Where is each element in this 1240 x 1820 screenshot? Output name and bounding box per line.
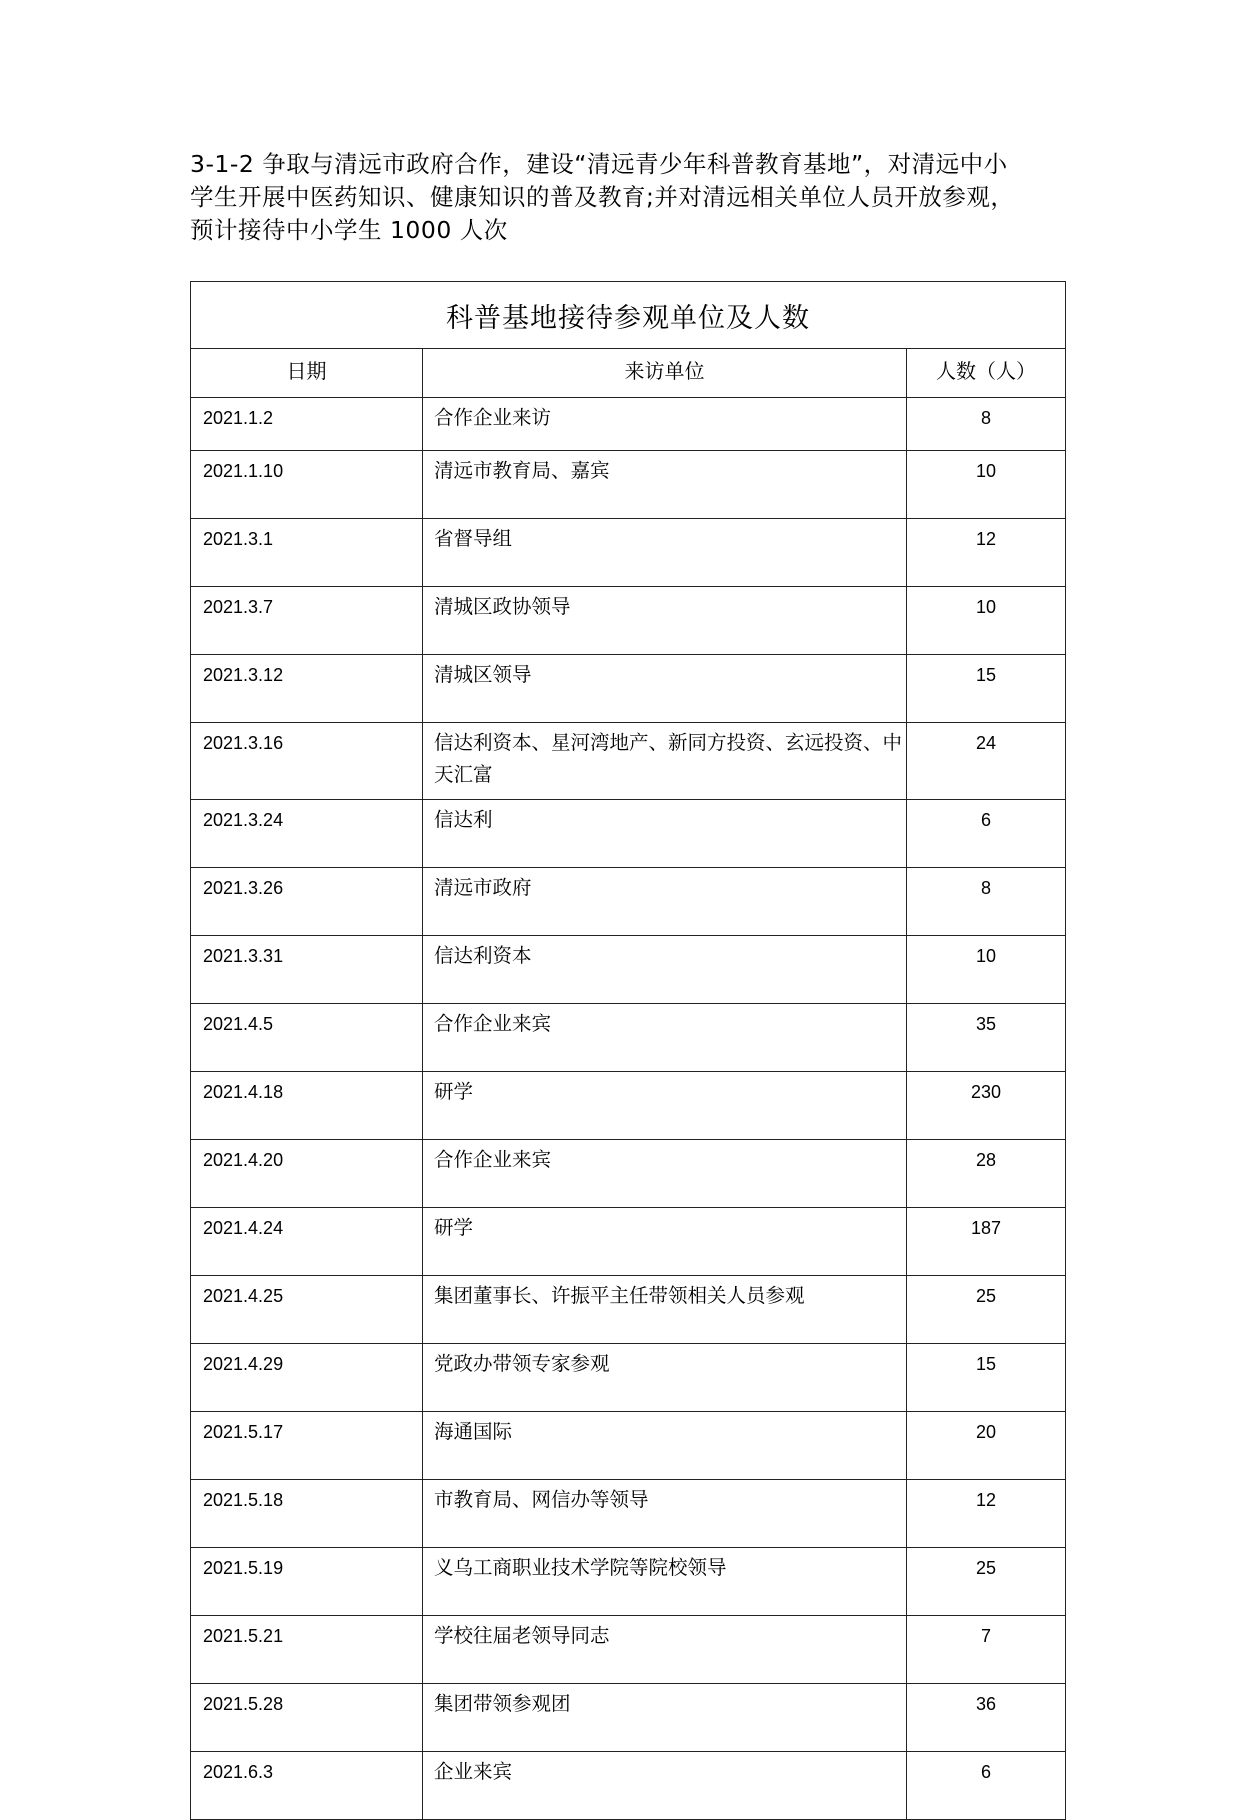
- date-cell: 2021.4.5: [191, 1004, 423, 1072]
- table-row: [191, 1548, 1066, 1616]
- date-cell: 2021.6.3: [191, 1752, 423, 1820]
- count-cell: 24: [907, 723, 1066, 800]
- date-cell: 2021.1.10: [191, 451, 423, 519]
- table-row: [191, 723, 1066, 800]
- date-cell: 2021.4.24: [191, 1208, 423, 1276]
- table-row: [191, 398, 1066, 451]
- table-row: [191, 868, 1066, 936]
- unit-cell: 研学: [423, 1208, 907, 1276]
- table-row: [191, 1072, 1066, 1140]
- unit-cell: 合作企业来宾: [423, 1140, 907, 1208]
- count-cell: 6: [907, 1752, 1066, 1820]
- unit-cell: 学校往届老领导同志: [423, 1616, 907, 1684]
- intro-line: 预计接待中小学生 1000 人次: [190, 216, 508, 244]
- table-title: 科普基地接待参观单位及人数: [191, 282, 1066, 349]
- intro-line: 学生开展中医药知识、健康知识的普及教育;并对清远相关单位人员开放参观，: [190, 183, 1015, 211]
- intro-line: 3-1-2 争取与清远市政府合作，建设“清远青少年科普教育基地”，对清远中小: [190, 150, 1008, 178]
- unit-cell: 信达利资本、星河湾地产、新同方投资、玄远投资、中天汇富: [423, 723, 907, 800]
- date-cell: 2021.4.29: [191, 1344, 423, 1412]
- unit-cell: 清城区领导: [423, 655, 907, 723]
- table-row: [191, 1004, 1066, 1072]
- count-cell: 15: [907, 655, 1066, 723]
- date-cell: 2021.5.21: [191, 1616, 423, 1684]
- column-header-unit: 来访单位: [423, 349, 907, 398]
- visits-table: [190, 281, 1066, 1820]
- count-cell: 10: [907, 587, 1066, 655]
- date-cell: 2021.5.18: [191, 1480, 423, 1548]
- date-cell: 2021.3.7: [191, 587, 423, 655]
- table-row: [191, 1616, 1066, 1684]
- table-row: [191, 519, 1066, 587]
- table-row: [191, 936, 1066, 1004]
- unit-cell: 信达利: [423, 800, 907, 868]
- table-row: [191, 800, 1066, 868]
- column-header-count: 人数（人）: [907, 349, 1066, 398]
- date-cell: 2021.3.31: [191, 936, 423, 1004]
- count-cell: 12: [907, 1480, 1066, 1548]
- count-cell: 187: [907, 1208, 1066, 1276]
- count-cell: 6: [907, 800, 1066, 868]
- count-cell: 28: [907, 1140, 1066, 1208]
- table-row: [191, 1684, 1066, 1752]
- unit-cell: 信达利资本: [423, 936, 907, 1004]
- count-cell: 8: [907, 398, 1066, 451]
- count-cell: 25: [907, 1548, 1066, 1616]
- table-row: [191, 655, 1066, 723]
- date-cell: 2021.4.20: [191, 1140, 423, 1208]
- unit-cell: 合作企业来访: [423, 398, 907, 451]
- count-cell: 25: [907, 1276, 1066, 1344]
- unit-cell: 清远市教育局、嘉宾: [423, 451, 907, 519]
- date-cell: 2021.3.1: [191, 519, 423, 587]
- unit-cell: 合作企业来宾: [423, 1004, 907, 1072]
- table-row: [191, 1752, 1066, 1820]
- unit-cell: 海通国际: [423, 1412, 907, 1480]
- table-row: [191, 1208, 1066, 1276]
- column-header-date: 日期: [191, 349, 423, 398]
- count-cell: 7: [907, 1616, 1066, 1684]
- unit-cell: 清城区政协领导: [423, 587, 907, 655]
- date-cell: 2021.3.12: [191, 655, 423, 723]
- table-row: [191, 1480, 1066, 1548]
- count-cell: 20: [907, 1412, 1066, 1480]
- unit-cell: 党政办带领专家参观: [423, 1344, 907, 1412]
- unit-cell: 义乌工商职业技术学院等院校领导: [423, 1548, 907, 1616]
- date-cell: 2021.5.28: [191, 1684, 423, 1752]
- count-cell: 12: [907, 519, 1066, 587]
- date-cell: 2021.4.25: [191, 1276, 423, 1344]
- date-cell: 2021.3.24: [191, 800, 423, 868]
- count-cell: 10: [907, 451, 1066, 519]
- count-cell: 15: [907, 1344, 1066, 1412]
- table-row: [191, 451, 1066, 519]
- unit-cell: 企业来宾: [423, 1752, 907, 1820]
- unit-cell: 省督导组: [423, 519, 907, 587]
- intro-paragraph: [190, 148, 1065, 247]
- date-cell: 2021.3.16: [191, 723, 423, 800]
- table-row: [191, 1140, 1066, 1208]
- unit-cell: 市教育局、网信办等领导: [423, 1480, 907, 1548]
- table-row: [191, 1276, 1066, 1344]
- count-cell: 8: [907, 868, 1066, 936]
- count-cell: 10: [907, 936, 1066, 1004]
- date-cell: 2021.1.2: [191, 398, 423, 451]
- unit-cell: 集团带领参观团: [423, 1684, 907, 1752]
- count-cell: 230: [907, 1072, 1066, 1140]
- count-cell: 36: [907, 1684, 1066, 1752]
- date-cell: 2021.5.17: [191, 1412, 423, 1480]
- date-cell: 2021.5.19: [191, 1548, 423, 1616]
- table-row: [191, 587, 1066, 655]
- count-cell: 35: [907, 1004, 1066, 1072]
- unit-cell: 清远市政府: [423, 868, 907, 936]
- unit-cell: 研学: [423, 1072, 907, 1140]
- table-row: [191, 1344, 1066, 1412]
- table-row: [191, 1412, 1066, 1480]
- date-cell: 2021.4.18: [191, 1072, 423, 1140]
- date-cell: 2021.3.26: [191, 868, 423, 936]
- unit-cell: 集团董事长、许振平主任带领相关人员参观: [423, 1276, 907, 1344]
